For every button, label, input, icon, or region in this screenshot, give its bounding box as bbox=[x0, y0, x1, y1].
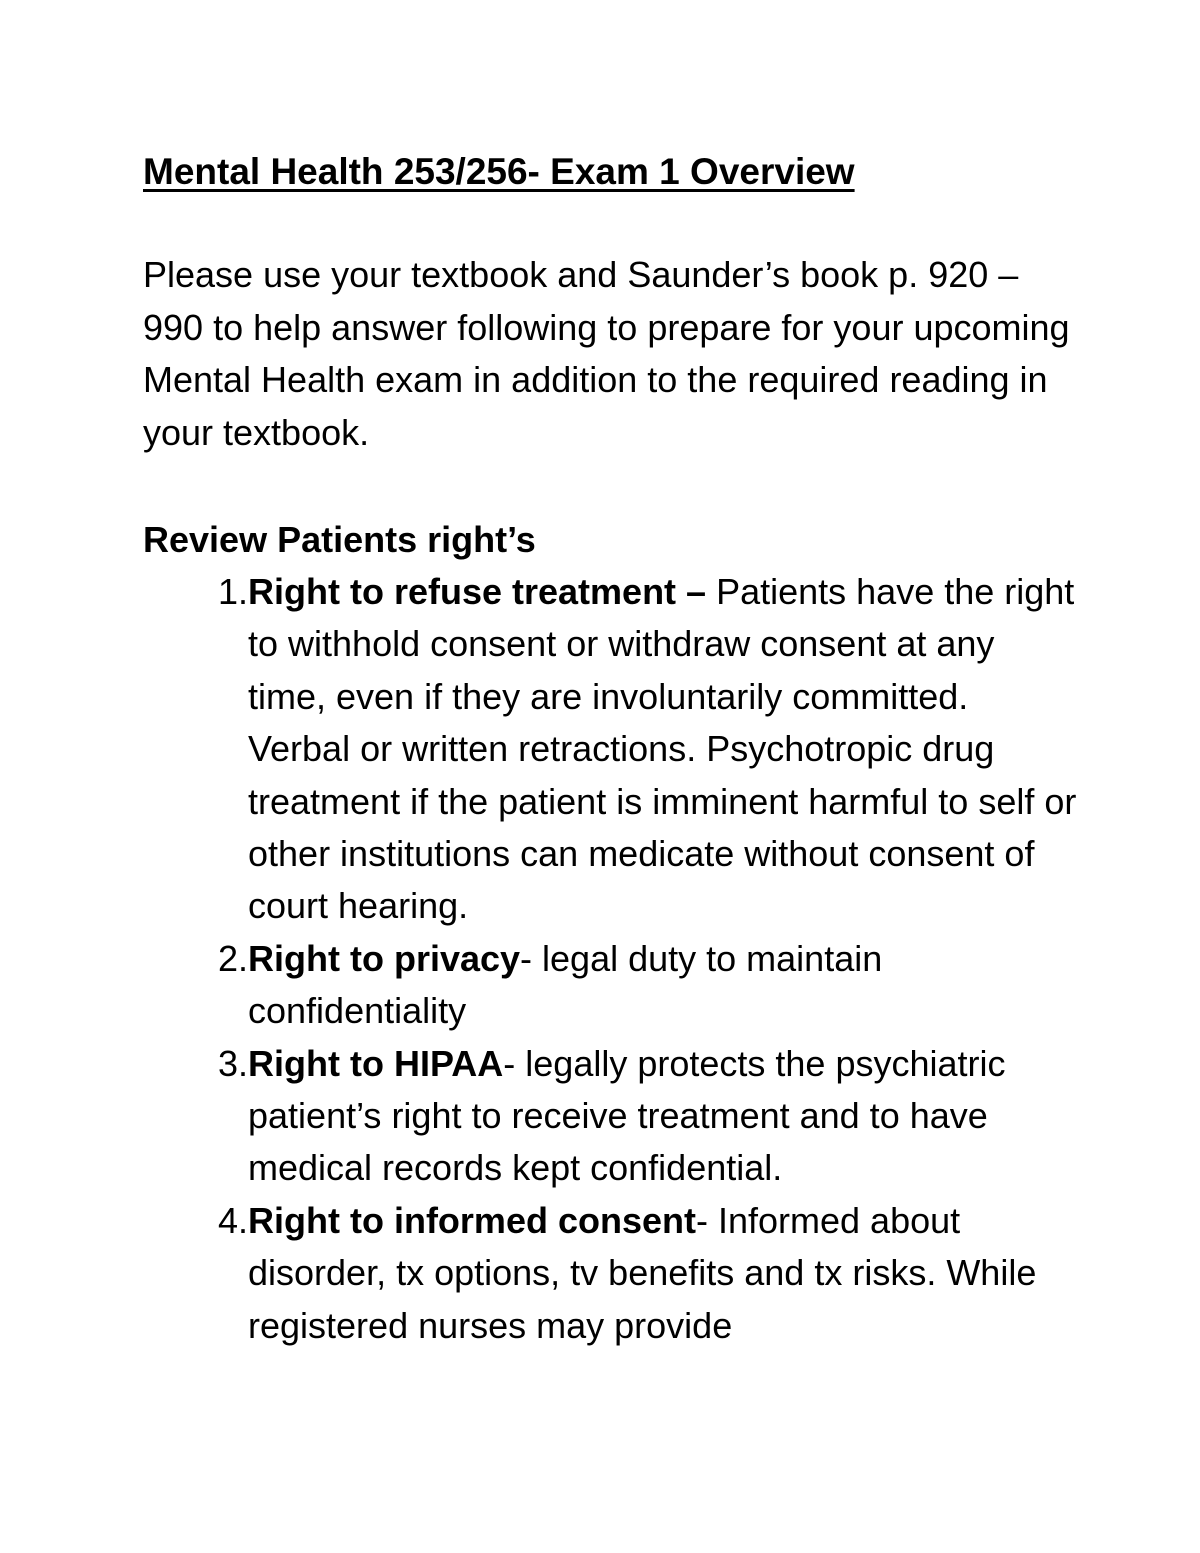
page-title: Mental Health 253/256- Exam 1 Overview bbox=[143, 151, 855, 192]
rights-list bbox=[200, 566, 1080, 1352]
right-term: Right to HIPAA bbox=[248, 1042, 504, 1084]
section-heading: Review Patients right’s bbox=[143, 519, 536, 560]
intro-paragraph: Please use your textbook and Saunder’s book p. 920 – 990 to help answer following to prepare for your upcoming Mental Health exam in addition to the required reading in your textbook. bbox=[143, 254, 1070, 453]
right-term: Right to refuse treatment – bbox=[248, 571, 707, 612]
right-description: Patients have the right to withhold consent or withdraw consent at any time, even if they are involuntarily committed. Verbal or written retractions. Psychotropic drug treatment if the patient is imminent harmful to self or other institutions can medicate without consent of court hearing. bbox=[248, 571, 1077, 927]
list-item bbox=[200, 566, 1080, 933]
list-number: 2. bbox=[217, 937, 248, 979]
list-number: 1. bbox=[217, 571, 248, 612]
right-description: - legal duty to maintain confidentiality bbox=[248, 937, 883, 1032]
list-item bbox=[200, 933, 1080, 1038]
right-description: - legally protects the psychiatric patient’s right to receive treatment and to have medical records kept confidential. bbox=[248, 1042, 1006, 1189]
list-item bbox=[200, 1038, 1080, 1195]
right-description: - Informed about disorder, tx options, tv benefits and tx risks. While registered nurses may provide bbox=[248, 1199, 1037, 1346]
list-number: 3. bbox=[217, 1042, 248, 1084]
list-number: 4. bbox=[217, 1199, 248, 1241]
list-item bbox=[200, 1195, 1080, 1352]
right-term: Right to informed consent bbox=[248, 1199, 696, 1241]
right-term: Right to privacy bbox=[248, 937, 521, 979]
